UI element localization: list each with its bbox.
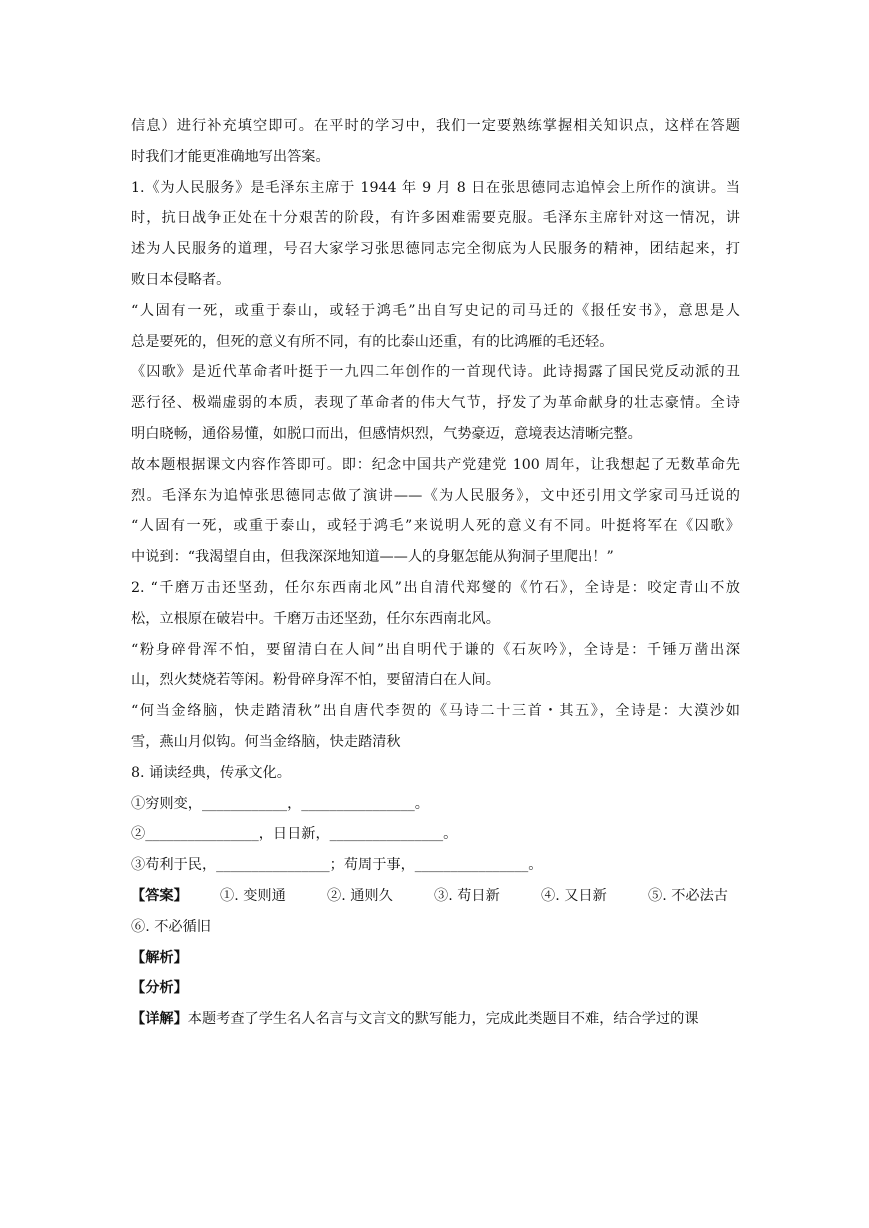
question-blank-line: ①穷则变，____________，________________。 [131, 795, 429, 812]
text-line: 山，烈火焚烧若等闲。粉骨碎身浑不怕，要留清白在人间。 [131, 672, 500, 689]
fenxi-heading: 【分析】 [131, 980, 188, 997]
xiangjie-text: 本题考查了学生名人名言与文言文的默写能力，完成此类题目不难，结合学过的课 [187, 1011, 699, 1028]
answer-item: ①. 变则通 [220, 887, 286, 904]
text-line: “粉身碎骨浑不怕，要留清白在人间”出自明代于谦的《石灰吟》，全诗是：千锤万凿出深 [131, 641, 740, 658]
answer-item: ④. 又日新 [541, 887, 607, 904]
answer-item: ⑤. 不必法古 [648, 887, 728, 904]
xiangjie-line [131, 1004, 740, 1035]
text-line: 故本题根据课文内容作答即可。即：纪念中国共产党建党 100 周年，让我想起了无数革命先 [131, 456, 740, 473]
text-line: 《囚歌》是近代革命者叶挺于一九四二年创作的一首现代诗。此诗揭露了国民党反动派的丑 [131, 364, 740, 381]
document-body [131, 111, 740, 1035]
xiangjie-label: 【详解】 [131, 1011, 188, 1028]
text-line: 1.《为人民服务》是毛泽东主席于 1944 年 9 月 8 日在张思德同志追悼会上所作的演讲。当 [131, 179, 740, 196]
text-line: 雪，燕山月似钩。何当金络脑，快走踏清秋 [131, 733, 401, 750]
text-line: 总是要死的，但死的意义有所不同，有的比泰山还重，有的比鸿雁的毛还轻。 [131, 333, 614, 350]
answer-row [131, 881, 740, 912]
text-line: 恶行径、极端虚弱的本质，表现了革命者的伟大气节，抒发了为革命献身的壮志豪情。全诗 [131, 395, 740, 412]
text-line: 中说到：“我渴望自由，但我深深地知道——人的身躯怎能从狗洞子里爬出！” [131, 549, 614, 566]
text-line: 信息）进行补充填空即可。在平时的学习中，我们一定要熟练掌握相关知识点，这样在答题 [131, 118, 740, 134]
text-line: “人固有一死，或重于泰山，或轻于鸿毛”出自写史记的司马迁的《报任安书》，意思是人 [131, 302, 740, 319]
text-line: 烈。毛泽东为追悼张思德同志做了演讲——《为人民服务》，文中还引用文学家司马迁说的 [131, 487, 740, 504]
answer-label: 【答案】 [131, 887, 188, 904]
text-line: 时我们才能更准确地写出答案。 [131, 148, 330, 165]
text-line: 述为人民服务的道理，号召大家学习张思德同志完全彻底为人民服务的精神，团结起来，打 [131, 241, 740, 258]
text-line: 2. “千磨万击还坚劲，任尔东西南北风”出自清代郑燮的《竹石》，全诗是：咬定青山不放 [131, 579, 740, 596]
text-line: 时，抗日战争正处在十分艰苦的阶段，有许多困难需要克服。毛泽东主席针对这一情况，讲 [131, 210, 740, 227]
question-blank-line: ②________________，日日新，________________。 [131, 826, 458, 843]
text-line: 松，立根原在破岩中。千磨万击还坚劲，任尔东西南北风。 [131, 610, 500, 627]
answer-item: ②. 通则久 [327, 887, 393, 904]
answer-continuation: ⑥. 不必循旧 [131, 918, 211, 935]
jiexi-heading: 【解析】 [131, 949, 188, 966]
question-title: 8. 诵读经典，传承文化。 [131, 764, 291, 781]
text-line: 败日本侵略者。 [131, 271, 231, 288]
text-line: “何当金络脑，快走踏清秋”出自唐代李贺的《马诗二十三首・其五》，全诗是：大漠沙如 [131, 703, 740, 720]
question-blank-line: ③苟利于民，________________；苟周于事，________________。 [131, 857, 543, 874]
text-line: “人固有一死，或重于泰山，或轻于鸿毛”来说明人死的意义有不同。叶挺将军在《囚歌》 [131, 518, 740, 535]
text-line: 明白晓畅，通俗易懂，如脱口而出，但感情炽烈，气势豪迈，意境表达清晰完整。 [131, 425, 642, 442]
answer-item: ③. 苟日新 [434, 887, 500, 904]
